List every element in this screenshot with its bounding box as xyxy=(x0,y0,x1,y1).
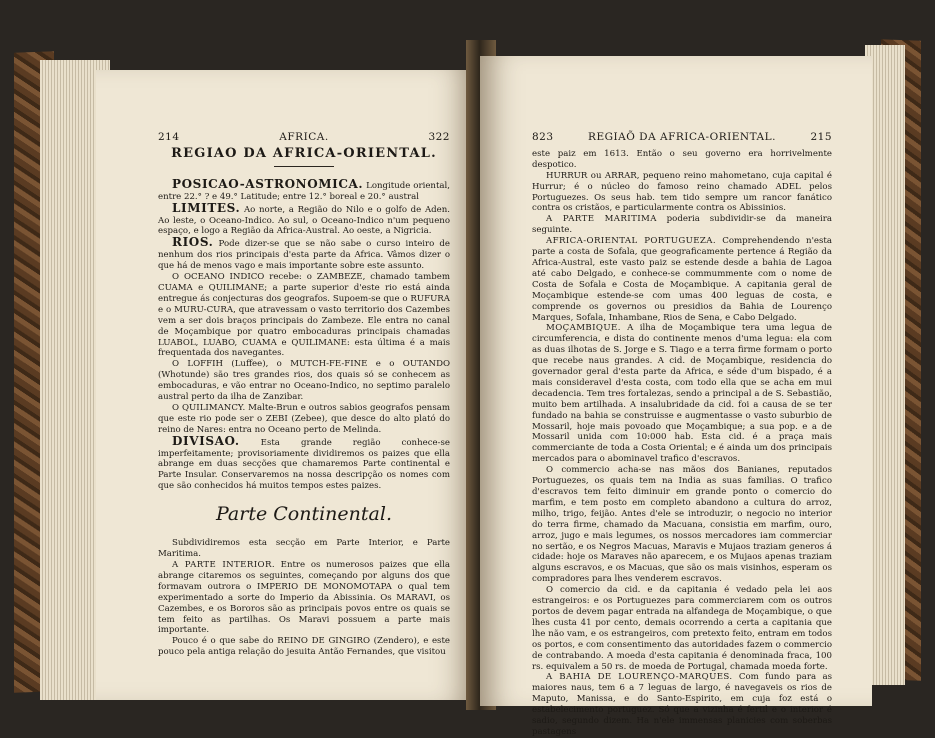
title-rule xyxy=(274,166,334,167)
interior-paragraph xyxy=(158,560,450,636)
division-heading: DIVISAO. xyxy=(172,433,240,448)
quilimancy-paragraph: O QUILIMANCY. Malte-Brun e outros sabios geografos pensam que este rio pode ser o ZEBI (Zebee), que desce do alto plató do reino de Nares: entra no Oceano perto de Melinda. xyxy=(158,402,450,435)
right-page xyxy=(480,56,872,737)
limits-paragraph xyxy=(158,200,451,238)
rivers-text: Pode dizer-se que se não sabe o curso inteiro de nenhum dos rios principais d'esta parte da Africa. Vâmos dizer o que há de menos vago e mais importante sobre este assunto. xyxy=(158,239,451,272)
left-running-title: AFRICA. xyxy=(279,131,329,143)
maritime-text: poderia subdividir-se da maneira seguinte. xyxy=(532,214,832,236)
maritime-heading: A PARTE MARITIMA xyxy=(546,214,657,225)
trade-ports-paragraph: O comercio da cid. e da capitania é vedado pela lei aos estrangeiros: e os Portuguezes para commerciarem com os outros portos de devem pagar entrada na alfandega de Moçambique, o que lhes custa 41 por cento, demais ocorrendo a certa a capitania que lhe não vam, e os estrangeiros, com pretexto feito, entram em todos os portos, e com consentimento das autoridades fazem o commercio de contrabando. A moeda d'esta capitania é denominada fraca, 100 rs. equivalem a 50 rs. de moeda de Portugal, chamada moeda forte. xyxy=(532,585,832,672)
right-sequence-number: 823 xyxy=(532,131,554,143)
position-text: Longitude oriental, entre 22.° ? e 49.° Latitude; entre 12.° boreal e 20.° austral xyxy=(158,180,451,202)
hurrur-paragraph: HURRUR ou ARRAR, pequeno reino mahometano, cuja capital é Hurrur; é o núcleo do famoso reino chamado ADEL pelos Portuguezes. Os seus hab. tem tido sempre um rancor fanático contra os cristãos, e particularmente contra os Abissinios. xyxy=(532,170,832,214)
lourenco-paragraph xyxy=(532,672,832,737)
mozambique-heading: MOÇAMBIQUE. xyxy=(546,323,621,334)
opening-paragraph: este paiz em 1613. Então o seu governo era horrivelmente despotico. xyxy=(532,148,832,170)
left-sequence-number: 322 xyxy=(428,131,450,143)
section-title: Parte Continental. xyxy=(216,503,392,526)
subdivision-paragraph: Subdividiremos esta secção em Parte Interior, e Parte Maritima. xyxy=(158,538,450,560)
ocean-indico-paragraph: O OCEANO INDICO recebe: o ZAMBEZE, chamado tambem CUAMA e QUILIMANE; a parte superior d'este rio está ainda entregue ás conjecturas dos geografos. Supoem-se que o RUFURA e o MURU-CURA, que atravessam o vasto territorio dos Cazembes vem a ser dois braços principais do Zambeze. Ele entra no canal de Moçambique por quatro embocaduras principais chamadas LUABOL, LUABO, CUAMA e QUILIMANE: esta última é a mais frequentada dos navegantes. xyxy=(158,272,450,359)
right-page-text xyxy=(532,132,832,738)
interior-heading: A PARTE INTERIOR. xyxy=(172,560,275,570)
position-heading: POSICAO-ASTRONOMICA. xyxy=(172,176,364,191)
mozambique-paragraph xyxy=(532,323,832,465)
commerce-paragraph: O commercio acha-se nas mãos dos Banianes, reputados Portuguezes, os quais tem na India as suas familias. O trafico d'escravos tem feito diminuir em grande ponto o comercio do marfim, e tem posto em completo abandono a cultura do arroz, milho, trigo, feijão. Antes d'ele se introduzir, o negocio no interior do terra firme, chamado da Macuana, consistia em marfim, ouro, arroz, jugo e mais legumes, os nossos mercadores iam commerciar no sertão, e os Negros Macuas, Maravis e Mujaos traziam generos á cidade: hoje os Maraves não aparecem, e os Mujaos apenas traziam alguns escravos, e os Macuas, que são os mais visinhos, esperam os compradores para lhes venderem escravos. xyxy=(532,465,832,585)
limits-heading: LIMITES. xyxy=(172,200,241,215)
left-running-head xyxy=(158,132,450,143)
lourenco-text: Com fundo para as maiores naus, tem 6 a 7 leguas de largo, é navegaveis os rios de Maputo, Manissa, e do Santo-Espirito, em cuja foz está o estabelecimento portuguez. Só que a vizinha é fertil e o interior é sadio, segundo dizem. Ha n'ele immensas planicies com soberbas pastagens xyxy=(532,672,833,737)
portuguese-paragraph xyxy=(532,236,832,323)
lourenco-heading: A BAHIA DE LOURENÇO-MARQUES. xyxy=(546,672,733,683)
maritime-paragraph xyxy=(532,214,832,236)
right-running-head xyxy=(532,132,832,143)
chapter-title: REGIAO DA AFRICA-ORIENTAL. xyxy=(171,145,437,161)
division-text: Esta grande região conhece-se imperfeitamente; provisoriamente dividiremos os paizes que ella abrange em duas secções que chamaremos Parte continental e Parte Insular. Conservaremos na nossa descripção os nomes com que são conhecidos há muitos tempos estes paizes. xyxy=(158,437,450,492)
loffih-paragraph: O LOFFIH (Luffee), o MUTCH-FE-FINE e o OUTANDO (Whotunde) são tres grandes rios, dos quais só se conhecem as embocaduras, e vão entrar no Oceano-Indico, no septimo paralelo austral perto da ilha de Zanzibar. xyxy=(158,359,450,403)
left-page-text xyxy=(158,132,450,658)
mozambique-text: A ilha de Moçambique tera uma legua de circumferencia, e dista do continente menos d'uma legua: ela com as duas ilhotas de S. Jorge e S. Tiago e a terra firme formam o porto que recebe naus grandes. A cid. de Moçambique, residencia do governador geral d'esta parte da Africa, e séde d'um bispado, é a mais consideravel d'esta costa, com todo ella que se acha em mui decadencia. Tem tres fortalezas, sendo a principal a de S. Sebastião, muito bem artilhada. A insalubridade da cid. foi a causa de se ter fundado na bahia se construisse e augmentasse o vasto suburbio de Mossaril, hoje mais povoado que Moçambique; a sua pop. e a de Mossaril unida com 10:000 hab. Esta cid. é a praça mais commerciante de toda a Costa Oriental; e é ainda um dos principais mercados para o abominavel trafico d'escravos. xyxy=(532,323,832,465)
limits-text: Ao norte, a Região do Nilo e o golfo de Aden. Ao leste, o Oceano-Indico. Ao sul, o Oceano-Indico n'um pequeno espaço, e logo a Região da Africa-Austral. Ao oeste, a Nigricia. xyxy=(158,204,451,237)
position-paragraph xyxy=(158,176,451,203)
right-page-number: 215 xyxy=(810,131,832,143)
right-running-title: REGIAÕ DA AFRICA-ORIENTAL. xyxy=(588,131,776,143)
division-paragraph xyxy=(158,433,450,493)
left-page-number: 214 xyxy=(158,131,180,143)
rivers-heading: RIOS. xyxy=(172,235,214,250)
left-page xyxy=(96,70,474,700)
interior-text: Entre os numerosos paizes que ella abrange citaremos os seguintes, começando por alguns dos que formavam outrora o IMPERIO DE MONOMOTAPA o qual tem experimentado a sorte do Imperio da Abissinia. Os MARAVI, os Cazembes, e os Bororos são as principais povos entre os quais se tem feito as partilhas. Os Maravi possuem a parte mais importante. xyxy=(158,560,450,636)
portuguese-heading: AFRICA-ORIENTAL PORTUGUEZA. xyxy=(546,236,717,247)
rivers-paragraph xyxy=(158,237,450,272)
closing-paragraph: Pouco é o que sabe do REINO DE GINGIRO (Zendero), e este pouco pela antiga relação do jesuita Antão Fernandes, que visitou xyxy=(158,636,450,658)
portuguese-text: Comprehendendo n'esta parte a costa de Sofala, que geograficamente pertence á Região da Africa-Austral, este vasto paiz se estende desde a bahia de Lagoa até cabo Delgado, e conhece-se commummente com o nome de Costa de Sofala e Costa de Moçambique. A capitania geral de Moçambique estende-se com umas 400 leguas de costa, e comprende os governos ou presidios da Bahia de Lourenço Marques, Sofala, Inhambane, Rios de Sena, e Cabo Delgado. xyxy=(532,236,833,323)
